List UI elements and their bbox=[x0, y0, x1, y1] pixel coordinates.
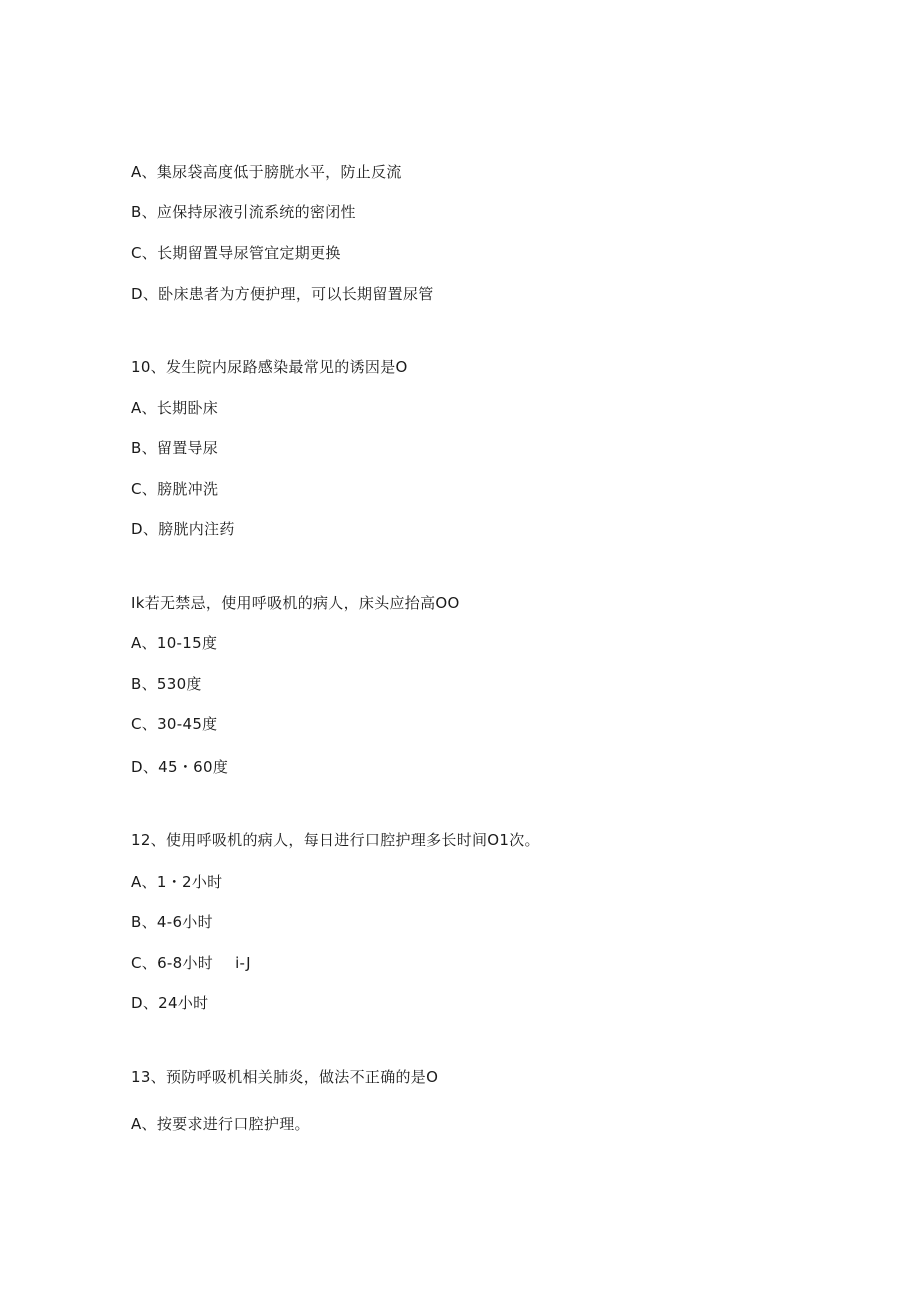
q11-stem: Ik若无禁忌，使用呼吸机的病人，床头应抬高OO bbox=[131, 594, 460, 612]
q12-option-c-mark: i-J bbox=[235, 954, 251, 972]
q12-option-a: A、1・2小时 bbox=[131, 873, 223, 891]
q13-stem: 13、预防呼吸机相关肺炎，做法不正确的是O bbox=[131, 1068, 439, 1086]
q9-option-c: C、长期留置导尿管宜定期更换 bbox=[131, 244, 341, 262]
q10-stem: 10、发生院内尿路感染最常见的诱因是O bbox=[131, 358, 408, 376]
q11-option-c: C、30-45度 bbox=[131, 715, 218, 733]
q10-option-d: D、膀胱内注药 bbox=[131, 520, 235, 538]
q10-option-a: A、长期卧床 bbox=[131, 399, 219, 417]
q12-option-d: D、24小时 bbox=[131, 994, 209, 1012]
q9-option-d: D、卧床患者为方便护理，可以长期留置尿管 bbox=[131, 285, 434, 303]
q13-option-a: A、按要求进行口腔护理。 bbox=[131, 1115, 310, 1133]
q9-option-b: B、应保持尿液引流系统的密闭性 bbox=[131, 203, 356, 221]
q12-option-c-row bbox=[131, 953, 251, 973]
q12-option-c: C、6-8小时 bbox=[131, 954, 214, 972]
q11-option-b: B、530度 bbox=[131, 675, 202, 693]
q11-option-d: D、45・60度 bbox=[131, 758, 229, 776]
q11-option-a: A、10-15度 bbox=[131, 634, 218, 652]
q12-option-b: B、4-6小时 bbox=[131, 913, 213, 931]
q10-option-c: C、膀胱冲洗 bbox=[131, 480, 219, 498]
q12-stem: 12、使用呼吸机的病人，每日进行口腔护理多长时间O1次。 bbox=[131, 831, 540, 849]
q9-option-a: A、集尿袋高度低于膀胱水平，防止反流 bbox=[131, 163, 402, 181]
q10-option-b: B、留置导尿 bbox=[131, 439, 219, 457]
